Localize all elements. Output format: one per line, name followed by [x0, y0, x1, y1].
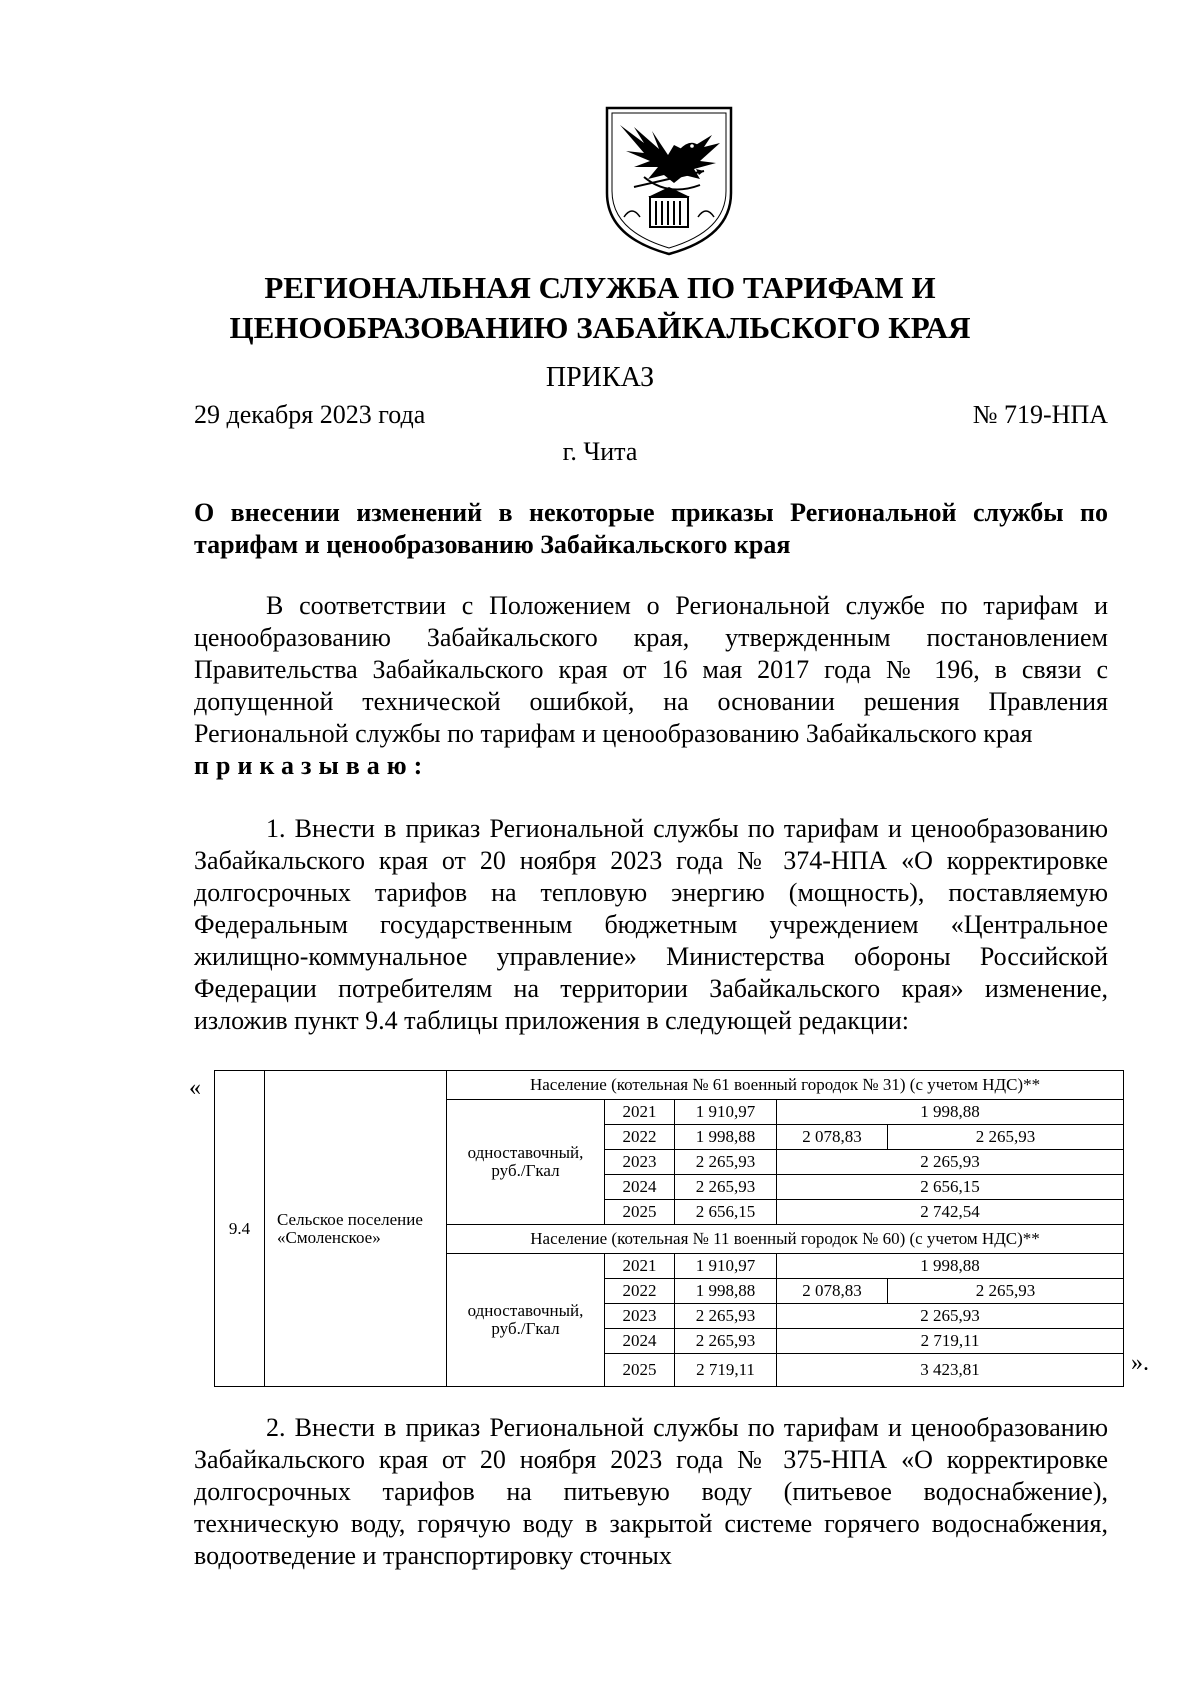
year-cell: 2025 — [605, 1354, 675, 1387]
document-type: ПРИКАЗ — [545, 362, 655, 393]
group2-header: Население (котельная № 11 военный городок № 60) (с учетом НДС)** — [447, 1225, 1124, 1254]
row-number-cell: 9.4 — [215, 1071, 265, 1387]
document-date: 29 декабря 2023 года — [194, 400, 426, 429]
item-1 — [194, 813, 1108, 1037]
year-cell: 2024 — [605, 1175, 675, 1200]
h1-value-cell: 1 998,88 — [675, 1279, 777, 1304]
h1-value-cell: 2 265,93 — [675, 1150, 777, 1175]
year-cell: 2021 — [605, 1100, 675, 1125]
quote-open: « — [189, 1075, 201, 1101]
agency-title-line2: ЦЕНООБРАЗОВАНИЮ ЗАБАЙКАЛЬСКОГО КРАЯ — [229, 310, 971, 345]
year-cell: 2021 — [605, 1254, 675, 1279]
h1-value-cell: 2 656,15 — [675, 1200, 777, 1225]
year-cell: 2023 — [605, 1150, 675, 1175]
year-cell: 2024 — [605, 1329, 675, 1354]
coat-of-arms-icon — [604, 105, 734, 257]
h1-value-cell: 2 719,11 — [675, 1354, 777, 1387]
h1-value-cell: 2 265,93 — [675, 1304, 777, 1329]
h2a-value-cell: 2 078,83 — [777, 1279, 888, 1304]
agency-title-line1: РЕГИОНАЛЬНАЯ СЛУЖБА ПО ТАРИФАМ И — [264, 270, 936, 305]
h1-value-cell: 1 910,97 — [675, 1254, 777, 1279]
tariff-table — [214, 1070, 1124, 1387]
year-cell: 2022 — [605, 1125, 675, 1150]
document-city: г. Чита — [562, 437, 638, 466]
preamble-text: В соответствии с Положением о Региональной службе по тарифам и ценообразованию Забайкальского края, утвержденным постановлением Правительства Забайкальского края от 16 мая 2017 года № 196, в связи с допущенной технической ошибкой, на основании решения Правления Региональной службы по тарифам и ценообразованию Забайкальского края — [194, 591, 1108, 748]
settlement-cell: Сельское поселение «Смоленское» — [265, 1071, 447, 1387]
quote-close: ». — [1131, 1350, 1149, 1376]
group2-rate-type: одноставочный, руб./Гкал — [447, 1254, 605, 1387]
h2-value-cell: 2 265,93 — [777, 1304, 1124, 1329]
h2b-value-cell: 2 265,93 — [888, 1125, 1124, 1150]
h2-value-cell: 1 998,88 — [777, 1254, 1124, 1279]
h1-value-cell: 2 265,93 — [675, 1175, 777, 1200]
year-cell: 2022 — [605, 1279, 675, 1304]
h2-value-cell: 1 998,88 — [777, 1100, 1124, 1125]
document-subject: О внесении изменений в некоторые приказы Региональной службы по тарифам и ценообразованию Забайкальского края — [194, 498, 1108, 559]
h2a-value-cell: 2 078,83 — [777, 1125, 888, 1150]
h2-value-cell: 2 719,11 — [777, 1329, 1124, 1354]
group1-rate-type: одноставочный, руб./Гкал — [447, 1100, 605, 1225]
item-1-text: 1. Внести в приказ Региональной службы по тарифам и ценообразованию Забайкальского края от 20 ноября 2023 года № 374-НПА «О корректировке долгосрочных тарифов на тепловую энергию (мощность), поставляемую Федеральным государственным бюджетным учреждением «Центральное жилищно-коммунальное управление» Министерства обороны Российской Федерации потребителям на территории Забайкальского края» изменение, изложив пункт 9.4 таблицы приложения в следующей редакции: — [194, 814, 1108, 1035]
h1-value-cell: 1 998,88 — [675, 1125, 777, 1150]
h2-value-cell: 2 265,93 — [777, 1150, 1124, 1175]
document-number: № 719-НПА — [972, 400, 1108, 429]
h1-value-cell: 1 910,97 — [675, 1100, 777, 1125]
h2-value-cell: 2 742,54 — [777, 1200, 1124, 1225]
h1-value-cell: 2 265,93 — [675, 1329, 777, 1354]
h2-value-cell: 2 656,15 — [777, 1175, 1124, 1200]
year-cell: 2023 — [605, 1304, 675, 1329]
order-word: приказываю: — [194, 751, 430, 780]
h2b-value-cell: 2 265,93 — [888, 1279, 1124, 1304]
item-2-text: 2. Внести в приказ Региональной службы по тарифам и ценообразованию Забайкальского края от 20 ноября 2023 года № 375-НПА «О корректировке долгосрочных тарифов на питьевую воду (питьевое водоснабжение), техническую воду, горячую воду в закрытой системе горячего водоснабжения, водоотведение и транспортировку сточных — [194, 1413, 1108, 1570]
year-cell: 2025 — [605, 1200, 675, 1225]
group1-header: Население (котельная № 61 военный городок № 31) (с учетом НДС)** — [447, 1071, 1124, 1100]
preamble-block — [194, 590, 1108, 782]
h2-value-cell: 3 423,81 — [777, 1354, 1124, 1387]
item-2 — [194, 1412, 1108, 1572]
